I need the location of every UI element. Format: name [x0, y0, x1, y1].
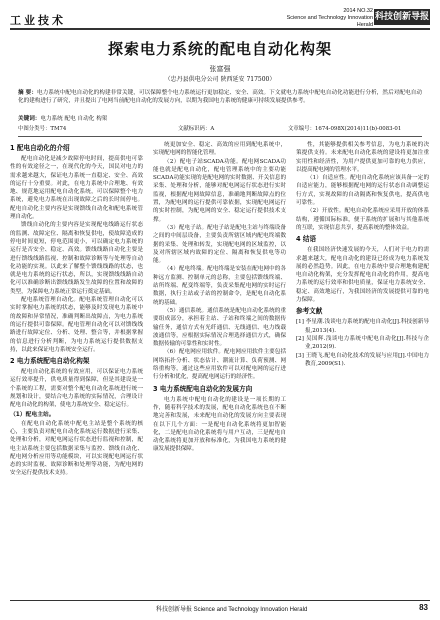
clc-number: 中图分类号：TM74: [18, 126, 67, 132]
subsection-heading: （1）配电主站。: [10, 411, 55, 418]
section-heading: 4 结语: [296, 235, 317, 244]
article-meta: [18, 125, 422, 133]
page-number: 83: [419, 603, 428, 612]
issue-number: 2014 NO.32: [343, 8, 373, 14]
body-column-2: [153, 141, 286, 596]
body-paragraph: 配电自动化系统的有效应用，可以保证电力系统运行效率提升，供电质量得到保障，但是其建设是一个系统的工程，需要对整个配电自动化系统进行统一规划和设计，要结合电力系统的实际情况，合理设计配电自动化的构架，使电力系统安全、稳定运行。: [10, 369, 143, 409]
reference-item: [1] 李星潮.浅谈电力系统的配电自动化[J].科技创新导报,2013(4).: [296, 319, 429, 334]
section-label: 工业技术: [10, 14, 66, 27]
body-paragraph: 统更加安全、稳定、高效的应用到配电系统中，实现配电网的智能化管理。: [153, 142, 286, 157]
body-paragraph: （2）开放性。配电自动化系统应采用开放的体系结构，遵循国际标准，便于系统的扩展和与其他系统的互联，实现信息共享，提高系统的整体效益。: [296, 208, 429, 231]
body-paragraph: 性，其能够提供相关参考信息，为电力系统的决策提供支持。未来配电自动化系统的建设将更加注重实用性和经济性，为用户提供更加可靠的电力供应，以提高配电网的管理水平。: [296, 142, 429, 173]
reference-item: [3] 王晓飞.配电自动化技术的发展与应用[J].中国电力教育,2009(S1).: [296, 352, 429, 367]
keywords-label: 关键词：: [18, 116, 41, 122]
section-heading: 参考文献: [296, 307, 323, 316]
keywords-text: 电力系统 配电 自动化 构架: [40, 116, 108, 122]
section-heading: 1 配电自动化的介绍: [10, 144, 70, 152]
section-heading: 3 电力系统配电自动化的发展方向: [153, 384, 253, 393]
body-paragraph: （3）配电子站。配电子站是配电主站与终端设备之间的中间层设备，主要负责所辖区域内配电终端数据的采集、处理和转发，实现配电网的区域监控，以及对所辖区域内故障的定位、隔离和恢复供电等功能。: [153, 224, 286, 265]
body-column-3: [296, 141, 429, 596]
running-footer: [10, 600, 430, 614]
body-paragraph: （5）通信系统。通信系统是配电自动化系统的重要组成部分，承担着主站、子站和终端之间的数据传输任务，通信方式有光纤通信、无线通信、电力线载波通信等，应根据实际情况合理选择通信方式，确保数据传输的可靠性和实时性。: [153, 307, 286, 348]
article-title: 探索电力系统的配电自动化构架: [107, 40, 332, 58]
body-paragraph: （4）配电终端。配电终端是安装在配电网中的各种远方监测、控制单元的总称，主要包括馈线终端、站所终端、配变终端等，负责采集配电网的实时运行数据，执行主站或子站的控制命令，是配电自动化系统的基础。: [153, 266, 286, 306]
body-paragraph: （2）配电子站SCADA功能。配电网SCADA功能也就是配电自动化，配电管理系统中的主要功能SCADA功能实现的是配电网的实时数据、开关信息的采集、处理和分析，能够对配电网运行状态进行实时监视，根据配电网故障信息，准确地判断故障点的位置，为配电网的运行提供可靠依据，实现配电网运行的实时控制，为配电网的安全、稳定运行提供技术支撑。: [153, 158, 286, 223]
keywords: [18, 115, 422, 123]
body-paragraph: 电力系统中配电自动化的建设是一项长期的工作，随着科学技术的发展，配电自动化系统也在不断地完善和发展，未来配电自动化的发展方向主要表现在以下几个方面：一是配电自动化系统将更加智能化，二是配电自动化系统将与用户互动，三是配电自动化系统将更加开放和标准化，为我国电力系统的健康发展提供保障。: [153, 396, 286, 453]
body-paragraph: 配电系统管理自动化。配电系统管理自动化可以实时掌握电力系统的状态，能够及时发现电力系统中的故障和异常情况，准确判断出故障点，为电力系统的运行提供可靠保障。配电管理自动化可以对馈线线路进行故障定位、分析、处理、整合等，并根据掌握的信息进行分析判断，为电力系统运行提供数据支持，以此来保证电力系统安全运行。: [10, 297, 143, 353]
abstract-text: 电力系统中配电自动化的构建非常关键，可以保障整个电力系统运行更加稳定、安全、高效。下文就电力系统中配电自动化功能进行分析，然后对配电自动化的建构进行了研究，并且提出了电网当前配电自动化的发展方向，以期为我国电力系统的健康可持续发展提供参考。: [18, 90, 422, 105]
body-column-1: [10, 141, 143, 596]
footer-journal: 科技创新导报 Science and Technology Innovation Herald: [156, 607, 308, 613]
abstract-label: 摘 要：: [18, 90, 38, 96]
running-header: [10, 8, 430, 30]
abstract-divider: [18, 136, 422, 137]
article-number: 文章编号：1674-098X(2014)11(b)-0083-01: [288, 126, 402, 132]
body-paragraph: 在我国经济快速发展的今天，人们对于电力的需求越来越大，配电自动化的建设已经成为电力系统发展的必然趋势。因此，在电力系统中要合理地构建配电自动化构架，充分发挥配电自动化的作用，提高电力系统的运行效率和供电质量，保证电力系统安全、稳定、高效地运行，为我国经济的发展提供可靠的电力保障。: [296, 247, 429, 304]
journal-brand-logo: 科技创新导报: [374, 9, 430, 25]
header-rule: [10, 28, 430, 30]
section-heading: 2 电力系统配电自动化构架: [10, 357, 90, 366]
body-paragraph: （1）自适应性。配电自动化系统应该具备一定的自适应能力，能够根据配电网的运行状态自动调整运行方式，实现故障的自动隔离和恢复供电，提高供电可靠性。: [296, 175, 429, 207]
body-paragraph: 配电自动化是减少故障停电时间，提高供电可靠性的有效途径之一，在现代化的今天，国民对电力的需求越来越大，保证电力系统一直稳定、安全、高效的运行十分重要。对此，在电力系统中合理地、有效地、规范地运用配电自动化系统，可以保障整个电力系统，避免电力系统在出现故障之后的长时间停电。配电自动化主要内容是实现馈线自动化和配电系统管理自动化。: [10, 156, 143, 221]
author-name: 张富强: [209, 65, 231, 73]
abstract: [18, 89, 422, 105]
author-affiliation: （忠丹县供电分公司 陕西延安 717500）: [164, 76, 276, 83]
document-code: 文献标识码：A: [178, 126, 215, 132]
body-paragraph: 馈线自动化的主要内容是实现配电线路运行状态的监测、故障定位、隔离和恢复供电，使故障造成的停电时间更短，停电范围更小，可以确定电力系统的运行是否安全、稳定、高效。馈线线路自动化主要是进行馈线线路监视、控制和故障诊断等与处理等自动化功能的实现。以此来了解整个馈线线路的状态，也就是电力系统的运行状态，所以，实现馈线线路自动化可以准确诊断出馈线线路发生故障的位置和故障的类型，为保障电力系统正常运行奠定基础。: [10, 222, 143, 295]
body-paragraph: （6）配电网应用软件。配电网应用软件主要包括网络拓扑分析、状态估计、潮流计算、负荷预测、网络重构等，通过这些应用软件可以对配电网的运行进行分析和优化，提高配电网运行的经济性。: [153, 349, 286, 381]
journal-english-name: Science and Technology Innovation Herald: [286, 15, 373, 28]
reference-item: [2] 吴国辉.浅谈电力系统中配电自动化[J].科技与企业,2012(9).: [296, 335, 429, 351]
journal-issue: [278, 8, 373, 29]
body-paragraph: 在配电自动化系统中配电主站是整个系统的核心，主要负责对配电自动化系统运行数据进行采集、处理和分析，对配电网运行状态进行监视和控制，配电主站系统主要包括数据采集与监控、馈线自动化、配电网分析应用等功能模块，可以实现配电网运行状态的实时监视、故障诊断和处理等功能，为配电网的安全运行提供技术支持。: [10, 420, 143, 477]
